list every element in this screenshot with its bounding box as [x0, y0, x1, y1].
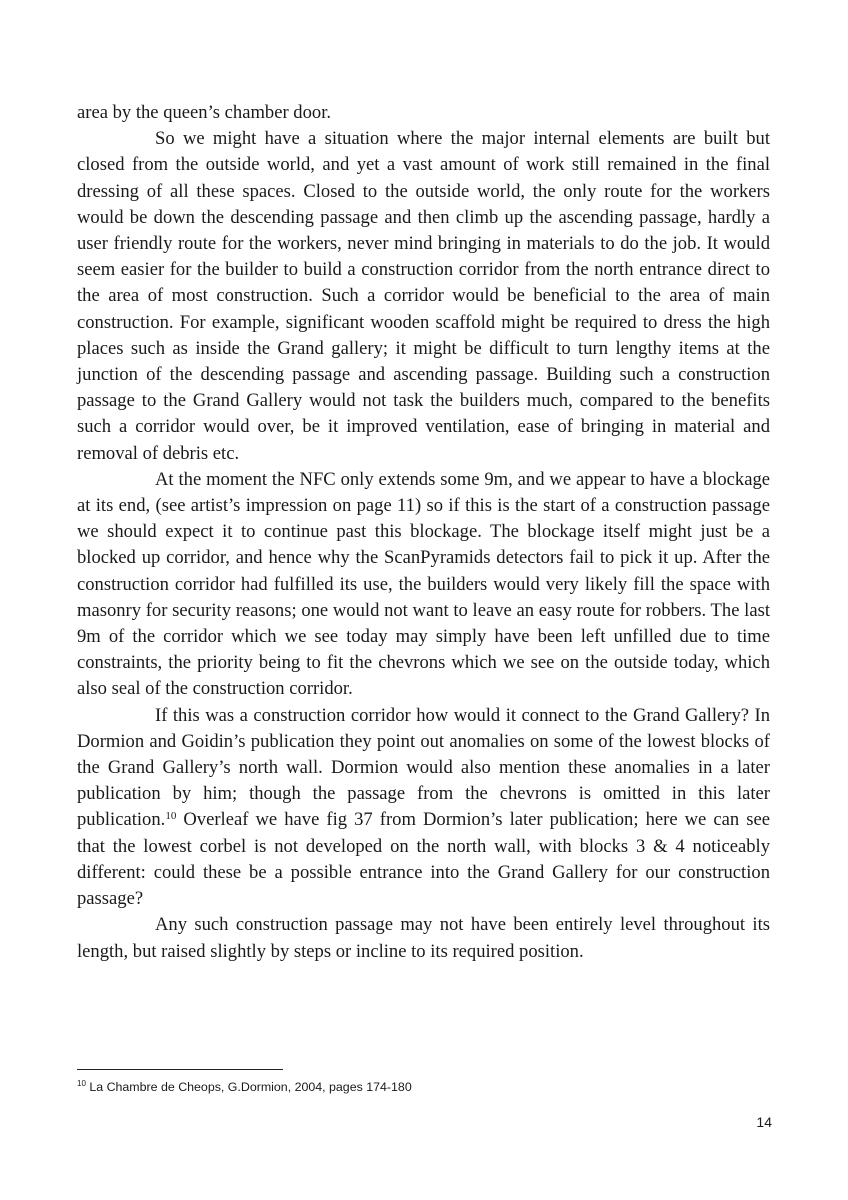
footnote [77, 1080, 412, 1094]
footnote-marker: 10 [77, 1079, 86, 1088]
body-text [77, 100, 770, 965]
paragraph [77, 703, 770, 913]
paragraph-text: Overleaf we have fig 37 from Dormion’s later publication; here we can see that the lowest corbel is not developed on the north wall, with blocks 3 & 4 noticeably different: could these be a possible entrance into the Grand Gallery for our construction passage? [77, 809, 770, 910]
footnote-reference[interactable]: 10 [165, 810, 177, 823]
paragraph: Any such construction passage may not have been entirely level throughout its length, but raised slightly by steps or incline to its required position. [77, 914, 770, 962]
footnote-text: La Chambre de Cheops, G.Dormion, 2004, pages 174-180 [85, 1080, 412, 1094]
paragraph-text: If this was a construction corridor how would it connect to the Grand Gallery? In Dormion and Goidin’s publication they point out anomalies on some of the lowest blocks of the Grand Gallery’s north wall. Dormion would also mention these anomalies in a later publication by him; though the passage from the chevrons is omitted in this later publication. [77, 704, 770, 831]
paragraph-continuation: area by the queen’s chamber door. [77, 102, 332, 123]
page-number: 14 [756, 1114, 772, 1130]
footnote-separator [77, 1069, 283, 1070]
paragraph: So we might have a situation where the major internal elements are built but closed from the outside world, and yet a vast amount of work still remained in the final dressing of all these spaces. Closed to the outside world, the only route for the workers would be down the descending passage and then climb up the ascending passage, hardly a user friendly route for the workers, never mind bringing in materials to do the job. It would seem easier for the builder to build a construction corridor from the north entrance direct to the area of most construction. Such a corridor would be beneficial to the area of main construction. For example, significant wooden scaffold might be required to dress the high places such as inside the Grand gallery; it might be difficult to turn lengthy items at the junction of the descending passage and ascending passage. Building such a construction passage to the Grand Gallery would not task the builders much, compared to the benefits such a corridor would over, be it improved ventilation, ease of bringing in material and removal of debris etc. [77, 128, 770, 464]
paragraph: At the moment the NFC only extends some 9m, and we appear to have a blockage at its end, (see artist’s impression on page 11) so if this is the start of a construction passage we should expect it to continue past this blockage. The blockage itself might just be a blocked up corridor, and hence why the ScanPyramids detectors fail to pick it up. After the construction corridor had fulfilled its use, the builders would very likely fill the space with masonry for security reasons; one would not want to leave an easy route for robbers. The last 9m of the corridor which we see today may simply have been left unfilled due to time constraints, the priority being to fit the chevrons which we see on the outside today, which also seal of the construction corridor. [77, 468, 770, 700]
